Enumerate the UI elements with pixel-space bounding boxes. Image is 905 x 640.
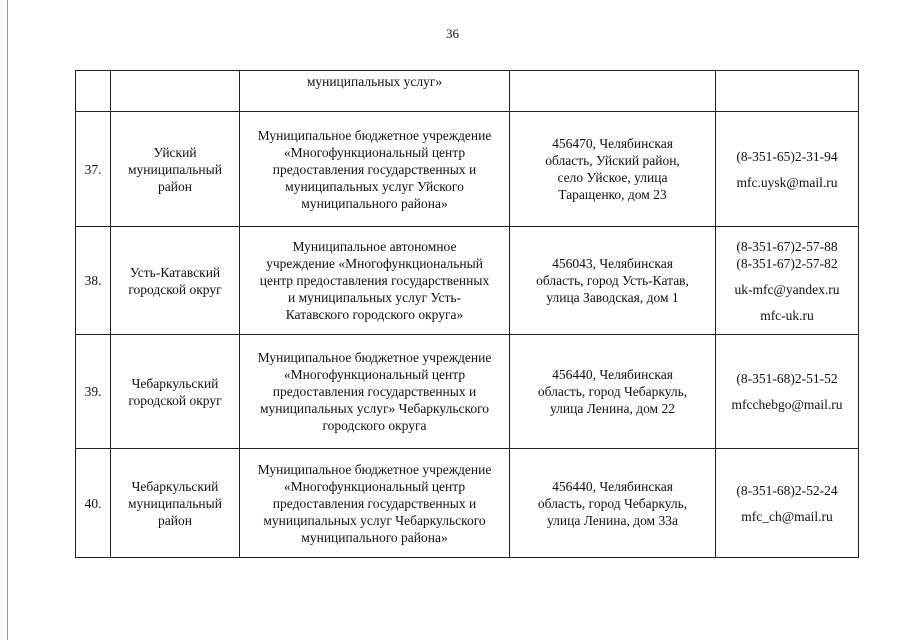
org-line: муниципального района» xyxy=(301,195,448,211)
org-cell xyxy=(240,112,510,227)
org-line: муниципальных услуг» Чебаркульского xyxy=(259,401,490,416)
area-cell xyxy=(111,449,240,558)
area-line: Уйский xyxy=(153,144,197,160)
address-line: 456043, Челябинская xyxy=(552,256,673,271)
page-edge-line xyxy=(7,0,8,640)
area-cell xyxy=(111,112,240,227)
area-line: район xyxy=(158,178,192,194)
area-line: район xyxy=(158,512,192,528)
address-cell xyxy=(510,112,716,227)
address-line: область, город Чебаркуль, xyxy=(537,384,688,399)
contact-cell xyxy=(716,449,859,558)
org-cell: муниципальных услуг» xyxy=(240,71,510,112)
table-row-continuation xyxy=(76,71,859,112)
address-line: область, Уйский район, xyxy=(545,153,680,168)
address-cell xyxy=(510,71,716,112)
contact-cell xyxy=(716,335,859,449)
address-line: 456440, Челябинская xyxy=(552,478,673,494)
num-cell: 39. xyxy=(76,335,111,449)
email: mfc.uysk@mail.ru xyxy=(736,174,838,190)
phone-secondary: (8-351-67)2-57-82 xyxy=(736,255,838,271)
phone: (8-351-68)2-52-24 xyxy=(736,482,838,498)
org-line: муниципальных услуг Чебаркульского xyxy=(263,512,486,528)
org-cell xyxy=(240,335,510,449)
area-line: Чебаркульский xyxy=(131,478,219,494)
org-line: муниципального района» xyxy=(301,529,448,545)
num-cell: 40. xyxy=(76,449,111,558)
org-line: предоставления государственных и xyxy=(272,161,477,177)
page-number: 36 xyxy=(446,26,459,41)
table-row xyxy=(76,112,859,227)
address-line: Таращенко, дом 23 xyxy=(558,187,667,202)
org-cell xyxy=(240,449,510,558)
org-line: городского округа xyxy=(322,418,427,433)
org-line: предоставления государственных и xyxy=(272,495,477,511)
org-line: Муниципальное бюджетное учреждение xyxy=(257,461,492,477)
org-line: «Многофункциональный центр xyxy=(283,478,466,494)
num-cell: 37. xyxy=(76,112,111,227)
org-line: учреждение «Многофункциональный xyxy=(266,256,483,271)
email: uk-mfc@yandex.ru xyxy=(734,281,840,297)
contact-cell xyxy=(716,112,859,227)
area-line: муниципальный xyxy=(128,161,222,177)
org-line: «Многофункциональный центр xyxy=(283,367,466,382)
area-line: городской округ xyxy=(128,281,222,297)
address-cell xyxy=(510,335,716,449)
area-cell xyxy=(111,335,240,449)
area-line: муниципальный xyxy=(128,495,222,511)
email: mfcchebgo@mail.ru xyxy=(731,397,843,412)
table-row xyxy=(76,227,859,335)
org-cell xyxy=(240,227,510,335)
address-line: область, город Чебаркуль, xyxy=(537,495,688,511)
address-line: 456440, Челябинская xyxy=(552,367,673,382)
address-line: улица Ленина, дом 33а xyxy=(547,512,678,528)
area-line: городской округ xyxy=(128,392,222,408)
num-cell xyxy=(76,71,111,112)
email: mfc_ch@mail.ru xyxy=(741,508,833,524)
org-line: предоставления государственных и xyxy=(272,384,477,399)
phone: (8-351-68)2-51-52 xyxy=(736,371,838,386)
area-cell xyxy=(111,71,240,112)
table-row xyxy=(76,449,859,558)
org-line: Муниципальное бюджетное учреждение xyxy=(257,127,492,143)
phone: (8-351-67)2-57-88 xyxy=(736,238,838,254)
address-cell xyxy=(510,449,716,558)
address-line: село Уйское, улица xyxy=(557,170,668,185)
org-line: муниципальных услуг Уйского xyxy=(285,178,464,194)
address-line: область, город Усть-Катав, xyxy=(536,273,689,288)
contact-cell xyxy=(716,71,859,112)
area-line: Чебаркульский xyxy=(131,375,219,391)
org-line: Катавского городского округа» xyxy=(285,307,464,322)
area-cell xyxy=(111,227,240,335)
org-line: Муниципальное бюджетное учреждение xyxy=(257,350,492,365)
org-line: «Многофункциональный центр xyxy=(283,144,466,160)
address-line: 456470, Челябинская xyxy=(552,136,673,151)
area-line: Усть-Катавский xyxy=(129,264,221,280)
phone: (8-351-65)2-31-94 xyxy=(736,148,838,164)
website: mfc-uk.ru xyxy=(760,307,814,323)
org-line: и муниципальных услуг Усть- xyxy=(287,290,462,305)
mfc-table xyxy=(75,70,859,558)
address-line: улица Заводская, дом 1 xyxy=(546,290,679,305)
table-row xyxy=(76,335,859,449)
org-line: центр предоставления государственных xyxy=(259,273,490,288)
address-line: улица Ленина, дом 22 xyxy=(550,401,675,416)
org-line: Муниципальное автономное xyxy=(292,239,457,254)
address-cell xyxy=(510,227,716,335)
num-cell: 38. xyxy=(76,227,111,335)
contact-cell xyxy=(716,227,859,335)
